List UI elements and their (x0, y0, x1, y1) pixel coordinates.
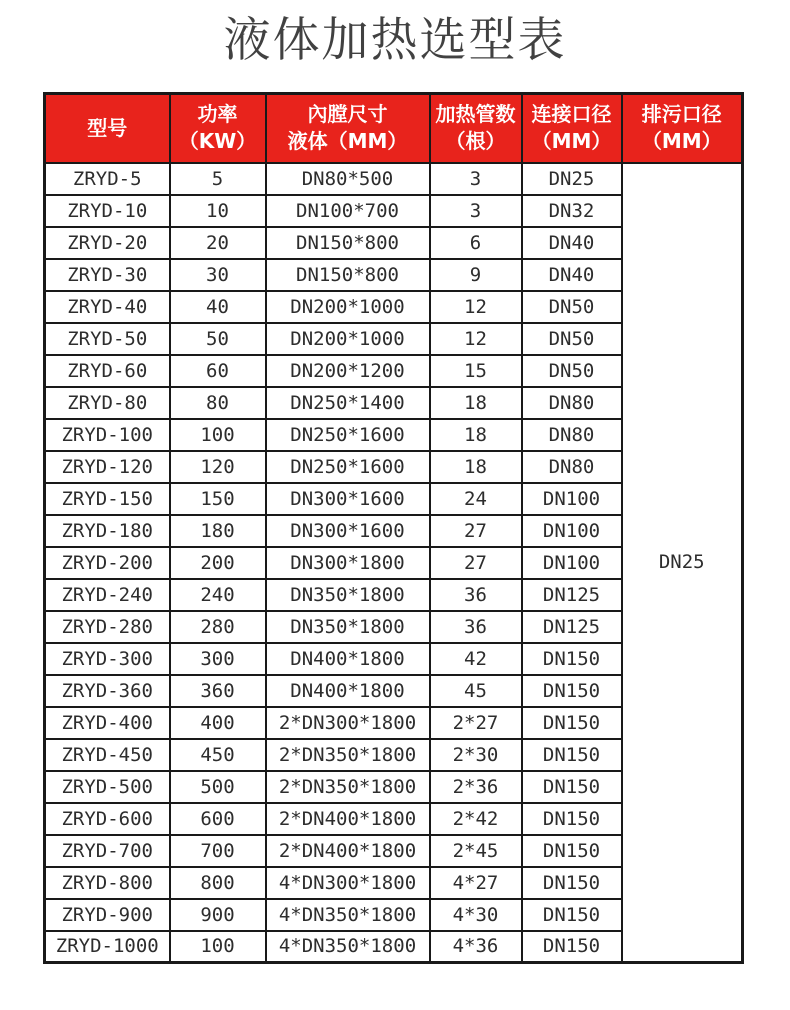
cell-tube-count: 18 (430, 387, 522, 419)
cell-model: ZRYD-80 (45, 387, 170, 419)
header-tube-count-line1: 加热管数 (435, 102, 516, 127)
cell-model: ZRYD-300 (45, 643, 170, 675)
cell-connection-diameter: DN150 (522, 675, 622, 707)
header-chamber-size-line1: 內膛尺寸 (307, 102, 388, 127)
page-title: 液体加热选型表 (223, 13, 567, 68)
cell-model: ZRYD-5 (45, 163, 170, 195)
cell-power: 10 (170, 195, 266, 227)
cell-model: ZRYD-360 (45, 675, 170, 707)
cell-tube-count: 2*45 (430, 835, 522, 867)
cell-power: 20 (170, 227, 266, 259)
cell-connection-diameter: DN100 (522, 547, 622, 579)
cell-chamber-size: 4*DN350*1800 (266, 931, 430, 963)
cell-drain-diameter-merged: DN25 (622, 163, 743, 963)
cell-tube-count: 18 (430, 419, 522, 451)
cell-tube-count: 4*27 (430, 867, 522, 899)
cell-model: ZRYD-120 (45, 451, 170, 483)
cell-power: 50 (170, 323, 266, 355)
cell-tube-count: 42 (430, 643, 522, 675)
cell-power: 450 (170, 739, 266, 771)
cell-connection-diameter: DN150 (522, 835, 622, 867)
header-power-line1: 功率 (197, 102, 238, 127)
cell-chamber-size: 4*DN350*1800 (266, 899, 430, 931)
cell-tube-count: 27 (430, 547, 522, 579)
table-row (45, 163, 743, 195)
cell-power: 300 (170, 643, 266, 675)
selection-table (43, 92, 744, 964)
header-drain-diameter-line2: （MM） (641, 129, 722, 154)
cell-power: 120 (170, 451, 266, 483)
cell-chamber-size: DN250*1600 (266, 419, 430, 451)
header-tube-count-line2: （根） (445, 129, 506, 154)
cell-power: 600 (170, 803, 266, 835)
cell-power: 400 (170, 707, 266, 739)
cell-tube-count: 2*30 (430, 739, 522, 771)
cell-connection-diameter: DN150 (522, 643, 622, 675)
cell-chamber-size: DN200*1000 (266, 291, 430, 323)
table-body (45, 163, 743, 963)
header-chamber-size-line2: 液体（MM） (287, 129, 408, 154)
cell-tube-count: 6 (430, 227, 522, 259)
cell-tube-count: 15 (430, 355, 522, 387)
cell-model: ZRYD-40 (45, 291, 170, 323)
cell-tube-count: 2*36 (430, 771, 522, 803)
cell-power: 500 (170, 771, 266, 803)
cell-connection-diameter: DN50 (522, 355, 622, 387)
cell-model: ZRYD-500 (45, 771, 170, 803)
cell-connection-diameter: DN150 (522, 771, 622, 803)
cell-tube-count: 3 (430, 195, 522, 227)
cell-power: 30 (170, 259, 266, 291)
cell-connection-diameter: DN150 (522, 899, 622, 931)
header-model (45, 94, 170, 163)
cell-chamber-size: DN400*1800 (266, 643, 430, 675)
cell-chamber-size: DN80*500 (266, 163, 430, 195)
cell-tube-count: 2*27 (430, 707, 522, 739)
cell-chamber-size: 2*DN400*1800 (266, 803, 430, 835)
cell-connection-diameter: DN40 (522, 227, 622, 259)
cell-tube-count: 4*30 (430, 899, 522, 931)
cell-tube-count: 12 (430, 323, 522, 355)
cell-chamber-size: 4*DN300*1800 (266, 867, 430, 899)
cell-power: 80 (170, 387, 266, 419)
cell-tube-count: 36 (430, 611, 522, 643)
cell-tube-count: 36 (430, 579, 522, 611)
cell-power: 5 (170, 163, 266, 195)
header-drain-diameter-line1: 排污口径 (641, 102, 722, 127)
cell-connection-diameter: DN80 (522, 387, 622, 419)
header-model-line1: 型号 (87, 115, 128, 140)
cell-connection-diameter: DN150 (522, 931, 622, 963)
header-tube-count (430, 94, 522, 163)
cell-connection-diameter: DN125 (522, 579, 622, 611)
cell-model: ZRYD-60 (45, 355, 170, 387)
cell-connection-diameter: DN25 (522, 163, 622, 195)
cell-model: ZRYD-800 (45, 867, 170, 899)
header-connection-diameter (522, 94, 622, 163)
cell-tube-count: 12 (430, 291, 522, 323)
cell-model: ZRYD-900 (45, 899, 170, 931)
table-header-row (45, 94, 743, 163)
cell-power: 150 (170, 483, 266, 515)
cell-model: ZRYD-1000 (45, 931, 170, 963)
header-power (170, 94, 266, 163)
cell-model: ZRYD-30 (45, 259, 170, 291)
cell-model: ZRYD-200 (45, 547, 170, 579)
cell-model: ZRYD-400 (45, 707, 170, 739)
cell-tube-count: 24 (430, 483, 522, 515)
cell-chamber-size: 2*DN350*1800 (266, 739, 430, 771)
cell-power: 60 (170, 355, 266, 387)
cell-tube-count: 45 (430, 675, 522, 707)
cell-power: 360 (170, 675, 266, 707)
cell-connection-diameter: DN150 (522, 803, 622, 835)
cell-connection-diameter: DN150 (522, 867, 622, 899)
cell-chamber-size: 2*DN400*1800 (266, 835, 430, 867)
cell-chamber-size: DN250*1400 (266, 387, 430, 419)
cell-model: ZRYD-20 (45, 227, 170, 259)
header-connection-diameter-line1: 连接口径 (531, 102, 612, 127)
cell-tube-count: 2*42 (430, 803, 522, 835)
cell-power: 100 (170, 419, 266, 451)
cell-tube-count: 4*36 (430, 931, 522, 963)
header-drain-diameter (622, 94, 743, 163)
cell-tube-count: 3 (430, 163, 522, 195)
cell-power: 240 (170, 579, 266, 611)
cell-power: 180 (170, 515, 266, 547)
cell-model: ZRYD-10 (45, 195, 170, 227)
cell-chamber-size: 2*DN350*1800 (266, 771, 430, 803)
cell-chamber-size: 2*DN300*1800 (266, 707, 430, 739)
cell-connection-diameter: DN32 (522, 195, 622, 227)
cell-chamber-size: DN150*800 (266, 259, 430, 291)
header-power-line2: （KW） (178, 129, 257, 154)
cell-power: 200 (170, 547, 266, 579)
cell-model: ZRYD-600 (45, 803, 170, 835)
cell-model: ZRYD-280 (45, 611, 170, 643)
cell-tube-count: 18 (430, 451, 522, 483)
cell-chamber-size: DN150*800 (266, 227, 430, 259)
cell-power: 280 (170, 611, 266, 643)
cell-tube-count: 27 (430, 515, 522, 547)
cell-model: ZRYD-450 (45, 739, 170, 771)
cell-model: ZRYD-180 (45, 515, 170, 547)
cell-power: 40 (170, 291, 266, 323)
cell-chamber-size: DN300*1600 (266, 483, 430, 515)
cell-connection-diameter: DN150 (522, 739, 622, 771)
cell-chamber-size: DN100*700 (266, 195, 430, 227)
cell-chamber-size: DN250*1600 (266, 451, 430, 483)
cell-power: 100 (170, 931, 266, 963)
cell-connection-diameter: DN100 (522, 483, 622, 515)
cell-connection-diameter: DN150 (522, 707, 622, 739)
cell-model: ZRYD-50 (45, 323, 170, 355)
cell-connection-diameter: DN50 (522, 291, 622, 323)
cell-model: ZRYD-240 (45, 579, 170, 611)
cell-model: ZRYD-700 (45, 835, 170, 867)
header-connection-diameter-line2: （MM） (531, 129, 612, 154)
cell-chamber-size: DN350*1800 (266, 611, 430, 643)
cell-chamber-size: DN200*1200 (266, 355, 430, 387)
cell-connection-diameter: DN40 (522, 259, 622, 291)
cell-connection-diameter: DN50 (522, 323, 622, 355)
cell-model: ZRYD-150 (45, 483, 170, 515)
cell-connection-diameter: DN80 (522, 451, 622, 483)
cell-connection-diameter: DN100 (522, 515, 622, 547)
cell-chamber-size: DN400*1800 (266, 675, 430, 707)
cell-power: 900 (170, 899, 266, 931)
cell-power: 700 (170, 835, 266, 867)
header-chamber-size (266, 94, 430, 163)
cell-chamber-size: DN300*1800 (266, 547, 430, 579)
cell-connection-diameter: DN125 (522, 611, 622, 643)
cell-power: 800 (170, 867, 266, 899)
cell-chamber-size: DN200*1000 (266, 323, 430, 355)
cell-chamber-size: DN300*1600 (266, 515, 430, 547)
cell-tube-count: 9 (430, 259, 522, 291)
cell-model: ZRYD-100 (45, 419, 170, 451)
cell-connection-diameter: DN80 (522, 419, 622, 451)
cell-chamber-size: DN350*1800 (266, 579, 430, 611)
